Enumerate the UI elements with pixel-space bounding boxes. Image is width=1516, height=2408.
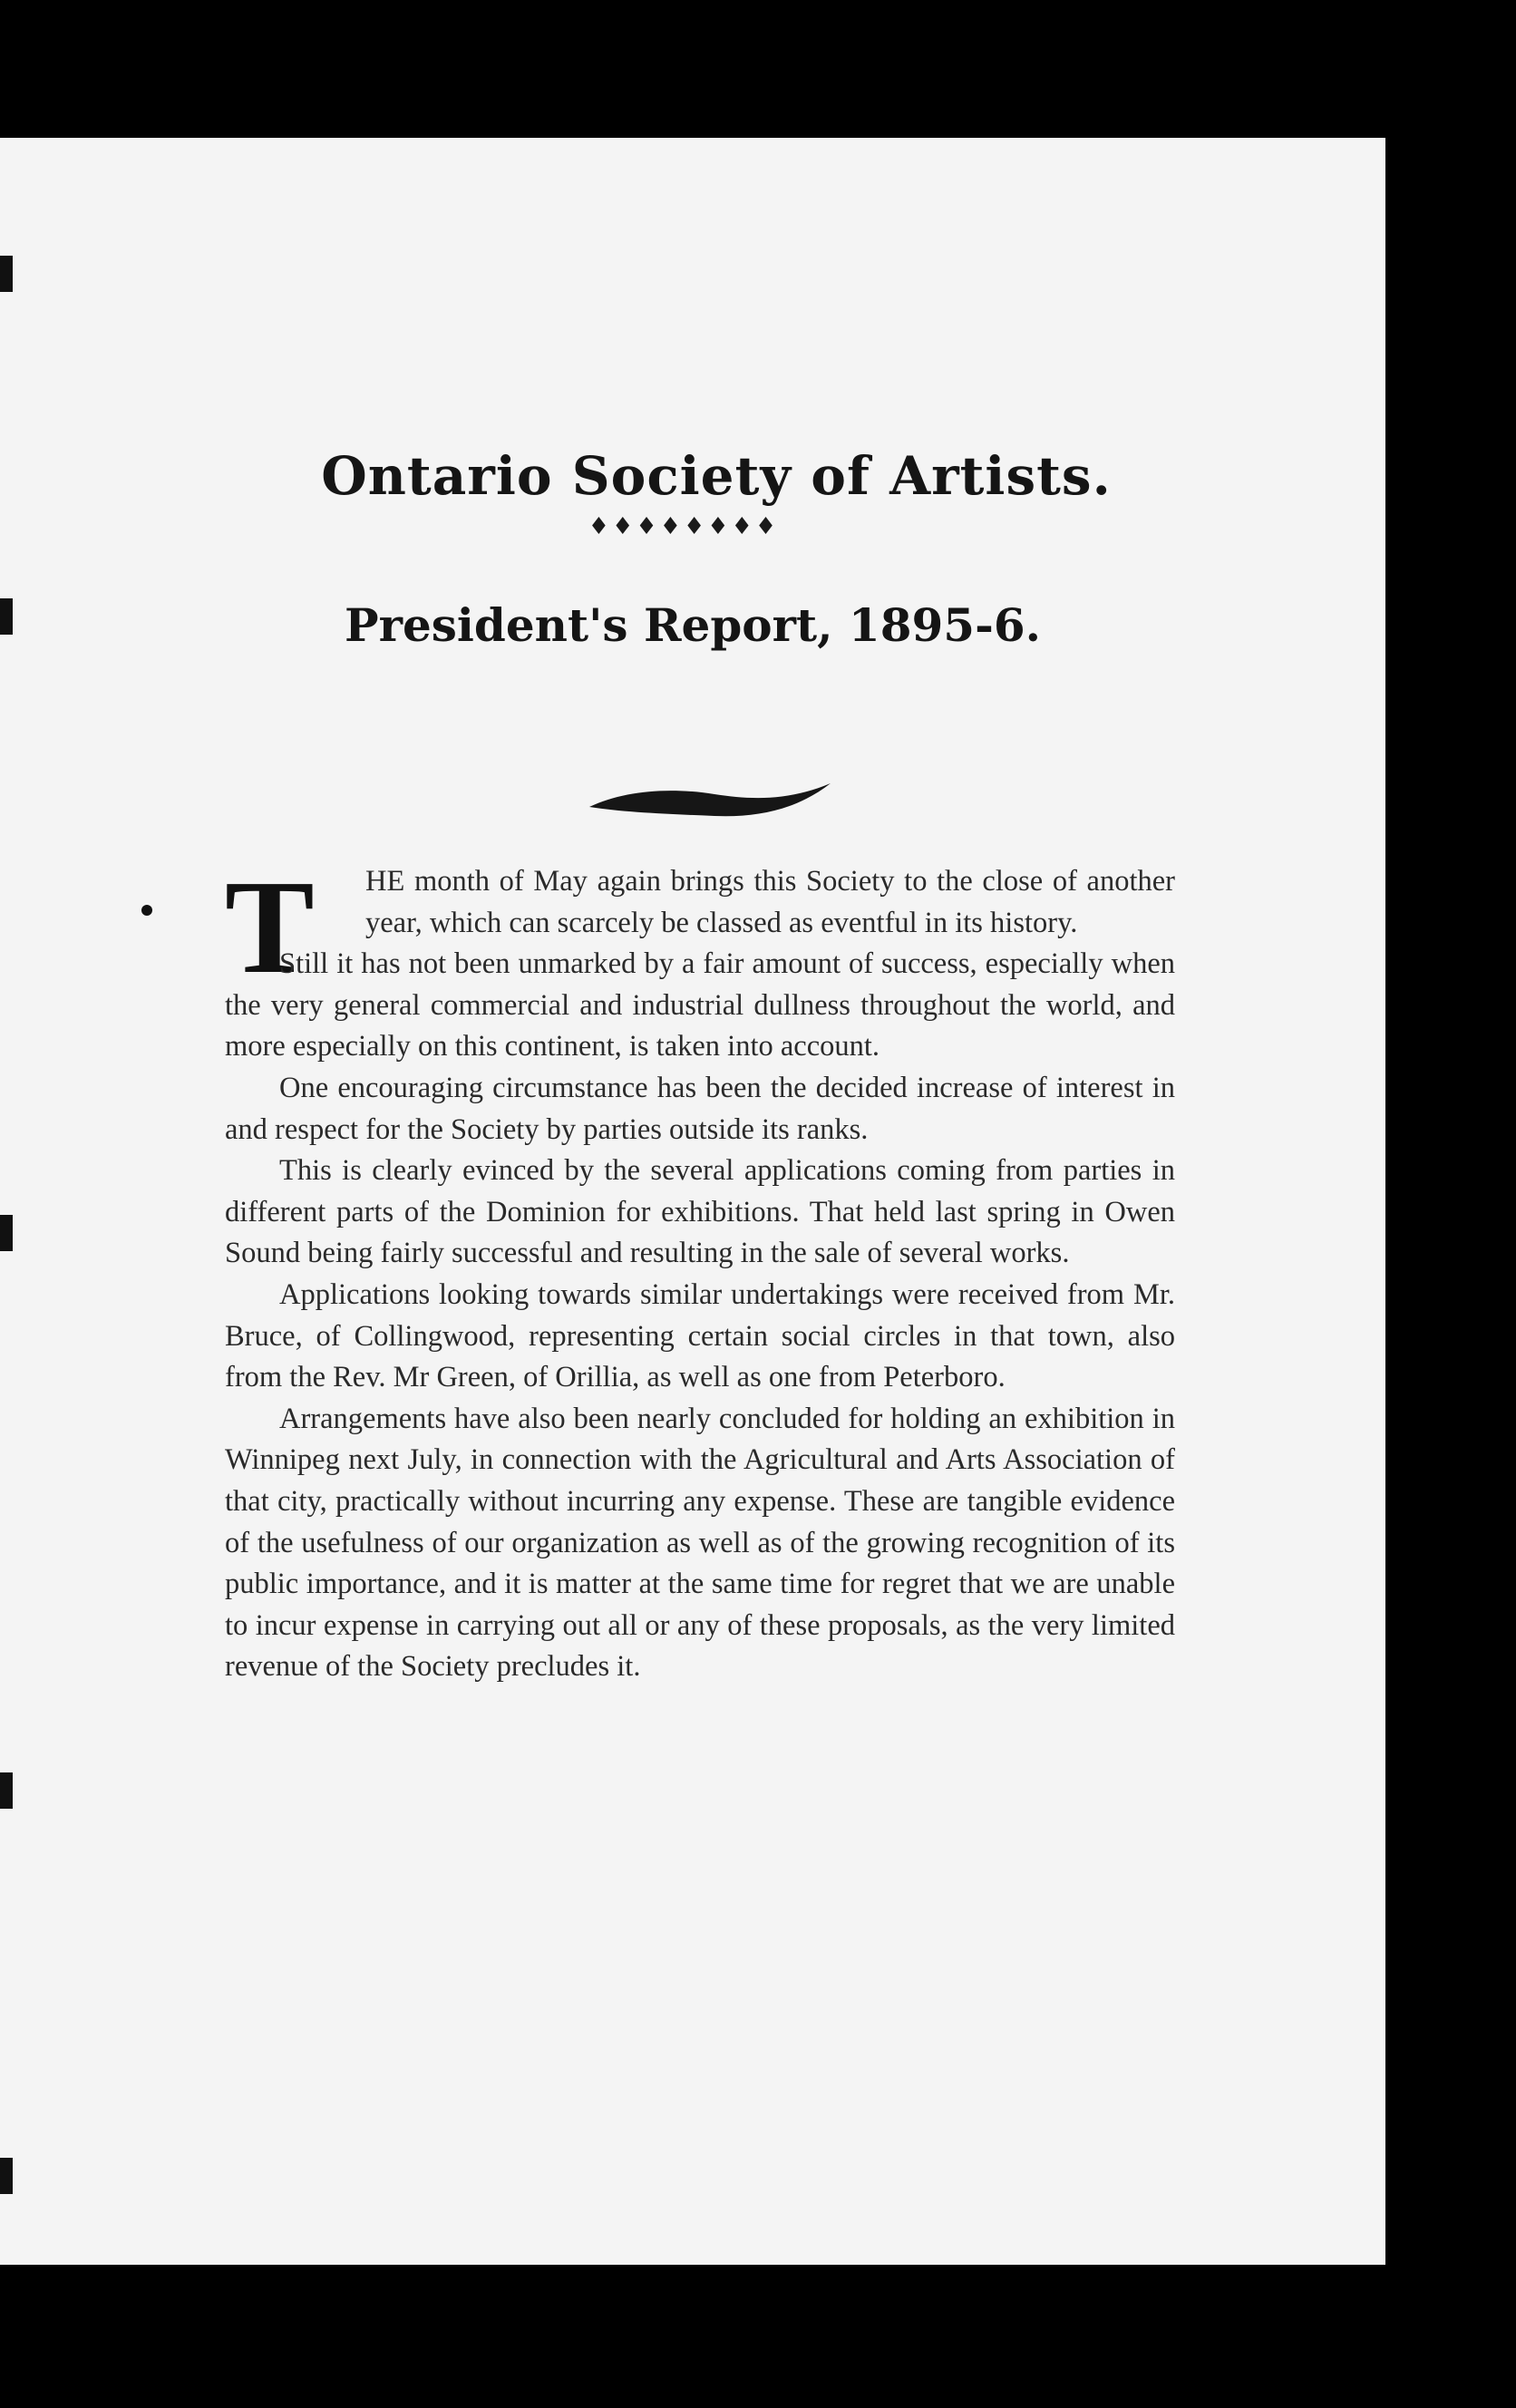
paragraph: One encouraging circumstance has been the decided increase of interest in and respect for the Society by parties outside its ranks. xyxy=(225,1071,1175,1146)
drop-cap: T xyxy=(225,853,315,1002)
paragraph: Arrangements have also been nearly concluded for holding an exhibition in Winnipeg next July, in connection with the Agricultural and Arts Association of that city, practically without incurring any expense. These are tangible evidence of the usefulness of our organization as well as of the growing recognition of its public importance, and it is matter at the same time for regret that we are unable to incur expense in carrying out all or any of these proposals, as the very limited revenue of the Society precludes it. xyxy=(225,1402,1175,1684)
paragraph: Still it has not been unmarked by a fair amount of success, especially when the very general commercial and industrial dullness throughout the world, and more especially on this continent, is taken into account. xyxy=(225,947,1175,1063)
binding-mark xyxy=(0,1772,13,1809)
margin-dot xyxy=(141,905,152,916)
report-body xyxy=(225,853,1175,1688)
paragraph: Applications looking towards similar undertakings were received from Mr. Bruce, of Collingwood, representing certain social circles in that town, also from the Rev. Mr Green, of Orillia, as well as one from Peterboro. xyxy=(225,1277,1175,1394)
report-subtitle: President's Report, 1895-6. xyxy=(345,597,1042,652)
binding-mark xyxy=(0,2158,13,2194)
binding-mark xyxy=(0,256,13,292)
divider-ornament: ♦♦♦♦♦♦♦♦ xyxy=(588,513,780,540)
paragraph: This is clearly evinced by the several applications coming from parties in different parts of the Dominion for exhibitions. That held last spring in Owen Sound being fairly successful and resulting in the sale of several works. xyxy=(225,1154,1175,1270)
document-title: Ontario Society of Artists. xyxy=(321,444,1112,507)
paragraph: HE month of May again brings this Society to the close of another year, which can scarcely be classed as eventful in its history. xyxy=(365,865,1175,939)
binding-mark xyxy=(0,1215,13,1251)
binding-mark xyxy=(0,598,13,635)
flourish-ornament-icon xyxy=(588,782,832,821)
